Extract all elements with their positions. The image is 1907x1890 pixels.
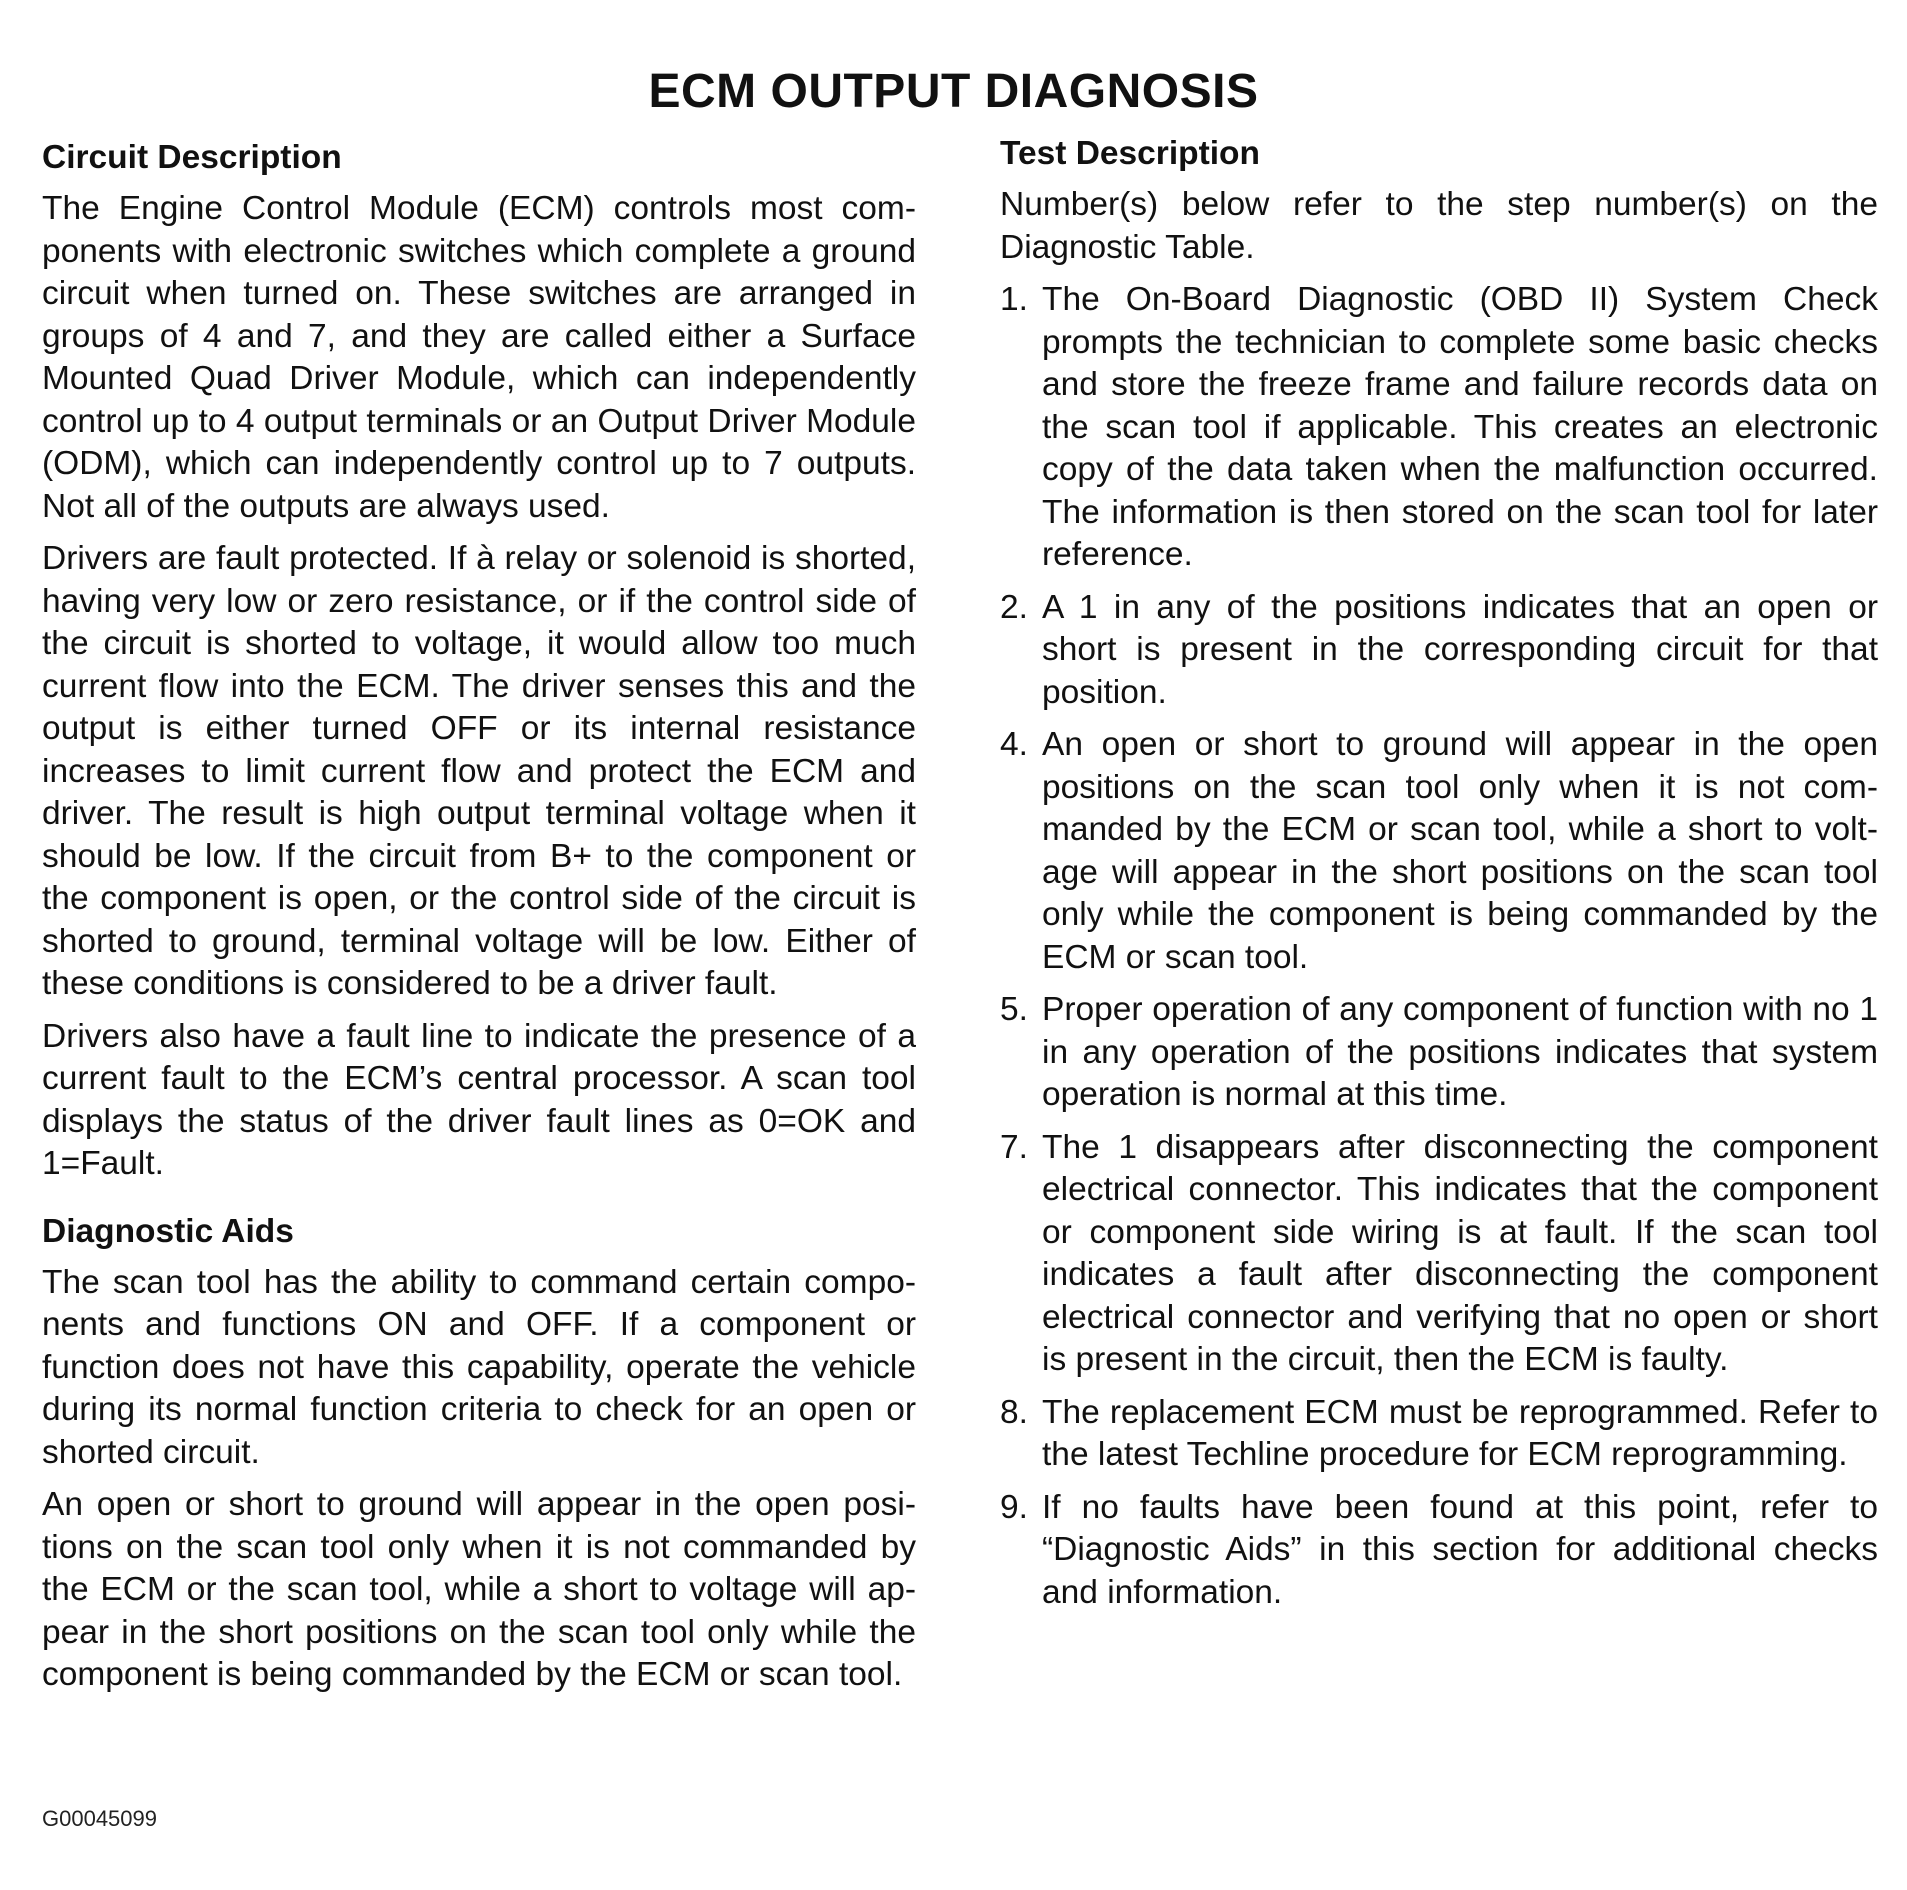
step-number: 4. [1000,726,1028,763]
step-text: A 1 in any of the positions indicates that an open or short is present in the corresponding circuit for that position. [1042,588,1878,711]
step-item [1000,989,1878,1117]
step-text: The replacement ECM must be reprogrammed. Refer to the latest Techline procedure for ECM reprogramming. [1042,1393,1878,1473]
step-text: If no faults have been found at this point, refer to “Diagnostic Aids” in this section for additional checks and information. [1042,1488,1878,1611]
test-description-section [1000,132,1878,1614]
circuit-description-section [42,136,916,1186]
right-column [1000,132,1878,1624]
step-text: An open or short to ground will appear in the open positions on the scan tool only when it is not commanded by the ECM or scan tool, while a short to voltage will appear in the short positions on the scan tool only while the component is being commanded by the ECM or scan tool. [1042,726,1878,976]
page-title: ECM OUTPUT DIAGNOSIS [648,65,1259,118]
step-list [1000,279,1878,1614]
step-number: 8. [1000,1393,1028,1431]
circuit-description-heading: Circuit Description [42,139,342,176]
step-number: 9. [1000,1488,1028,1526]
step-number: 1. [1000,281,1028,318]
circuit-description-paragraph: The Engine Control Module (ECM) controls most components with electronic switches which complete a ground circuit when turned on. These switches are arranged in groups of 4 and 7, and they are called either a Surface Mounted Quad Driver Module, which can independently control up to 4 output terminals or an Output Driver Module (ODM), which can independently control up to 7 outputs. Not all of the outputs are always used. [42,190,916,525]
step-item [1000,1487,1878,1615]
step-item [1000,1127,1878,1382]
step-item [1000,587,1878,715]
test-description-intro: Number(s) below refer to the step number(s) on the Diagnostic Table. [1000,186,1878,266]
diagnostic-aids-paragraph: The scan tool has the ability to command certain components and functions ON and OFF. If a component or function does not have this capability, operate the vehicle during its normal function criteria to check for an open or shorted circuit. [42,1263,916,1471]
step-text: Proper operation of any component of function with no 1 in any operation of the positions indicates that system operation is normal at this time. [1042,991,1878,1113]
document-id: G00045099 [42,1806,157,1831]
diagnostic-aids-heading: Diagnostic Aids [42,1212,294,1250]
section-spacer [42,1196,916,1210]
circuit-description-paragraph: Drivers also have a fault line to indicate the presence of a current fault to the ECM’s central processor. A scan tool displays the status of the driver fault lines as 0=OK and 1=Fault. [42,1017,916,1182]
step-item [1000,279,1878,577]
step-number: 2. [1000,588,1028,626]
step-number: 7. [1000,1128,1028,1166]
diagnostic-aids-section [42,1210,916,1697]
step-item [1000,724,1878,979]
test-description-heading: Test Description [1000,135,1260,172]
step-text: The 1 disappears after disconnecting the component electrical connector. This indicates that the component or component side wiring is at fault. If the scan tool indicates a fault after disconnecting the component electrical connector and verifying that no open or short is present in the circuit, then the ECM is faulty. [1042,1128,1878,1378]
step-number: 5. [1000,991,1028,1028]
circuit-description-paragraph: Drivers are fault protected. If à relay or solenoid is shorted, having very low or zero resistance, or if the control side of the circuit is shorted to voltage, it would allow too much current flow into the ECM. The driver senses this and the output is either turned OFF or its internal resistance increases to limit current flow and protect the ECM and driver. The result is high output terminal voltage when it should be low. If the circuit from B+ to the component or the component is open, or the control side of the circuit is shorted to ground, terminal voltage will be low. Either of these conditions is considered to be a driver fault. [42,540,916,1002]
diagnostic-aids-paragraph: An open or short to ground will appear in the open positions on the scan tool only when it is not commanded by the ECM or the scan tool, while a short to voltage will appear in the short positions on the scan tool only while the component is being commanded by the ECM or scan tool. [42,1486,916,1693]
step-item [1000,1392,1878,1477]
step-text: The On-Board Diagnostic (OBD II) System Check prompts the technician to complete some basic checks and store the freeze frame and failure records data on the scan tool if applicable. This creates an electronic copy of the data taken when the malfunction occurred. The information is then stored on the scan tool for later reference. [1042,281,1878,573]
left-column [42,136,916,1707]
